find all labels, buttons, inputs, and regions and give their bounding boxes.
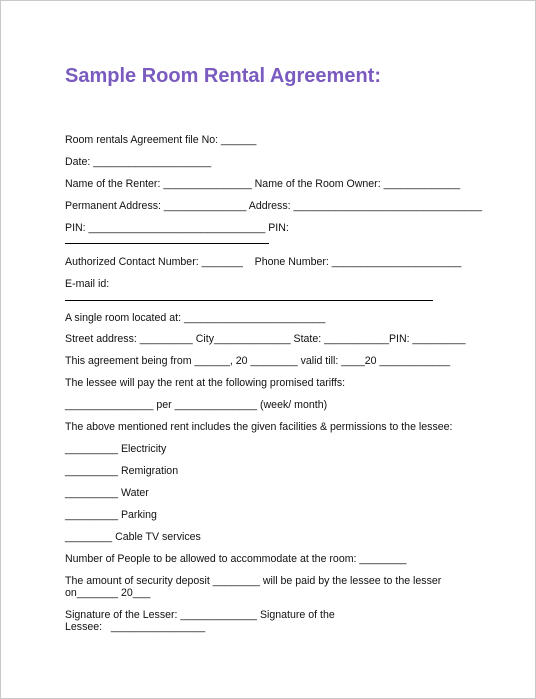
file-number-line: Room rentals Agreement file No: ______ bbox=[65, 134, 257, 146]
facility-water: _________ Water bbox=[65, 487, 149, 499]
people-line: Number of People to be allowed to accommodate at the room: ________ bbox=[65, 553, 407, 565]
deposit-date-line: on_______ 20___ bbox=[65, 587, 151, 599]
pin-line: PIN: ______________________________ PIN: bbox=[65, 222, 289, 234]
pin-blank-rule bbox=[65, 243, 269, 244]
agreement-period-line: This agreement being from ______, 20 ________ valid till: ____20 ____________ bbox=[65, 355, 451, 367]
date-line: Date: ____________________ bbox=[65, 156, 212, 168]
facility-cable-tv: ________ Cable TV services bbox=[65, 531, 201, 543]
deposit-line: The amount of security deposit ________ will be paid by the lessee to the lesser bbox=[65, 575, 442, 587]
email-line: E-mail id: bbox=[65, 278, 110, 290]
contact-line: Authorized Contact Number: _______ Phone Number: ______________________ bbox=[65, 256, 462, 268]
names-line: Name of the Renter: _______________ Name of the Room Owner: _____________ bbox=[65, 178, 461, 190]
room-location-line: A single room located at: ________________________ bbox=[65, 312, 326, 324]
tariff-line: _______________ per ______________ (week/ month) bbox=[65, 399, 328, 411]
page-title: Sample Room Rental Agreement: bbox=[65, 65, 381, 87]
lessee-signature-line: Lessee: ________________ bbox=[65, 621, 206, 633]
facilities-intro-line: The above mentioned rent includes the given facilities & permissions to the lessee: bbox=[65, 421, 453, 433]
address-line: Permanent Address: ______________ Address: ________________________________ bbox=[65, 200, 483, 212]
email-blank-rule bbox=[65, 300, 433, 301]
facility-electricity: _________ Electricity bbox=[65, 443, 167, 455]
facility-remigration: _________ Remigration bbox=[65, 465, 179, 477]
facility-parking: _________ Parking bbox=[65, 509, 157, 521]
signature-line: Signature of the Lesser: _____________ Signature of the bbox=[65, 609, 335, 621]
street-address-line: Street address: _________ City_____________ State: ___________PIN: _________ bbox=[65, 333, 466, 345]
tariff-intro-line: The lessee will pay the rent at the following promised tariffs: bbox=[65, 377, 346, 389]
